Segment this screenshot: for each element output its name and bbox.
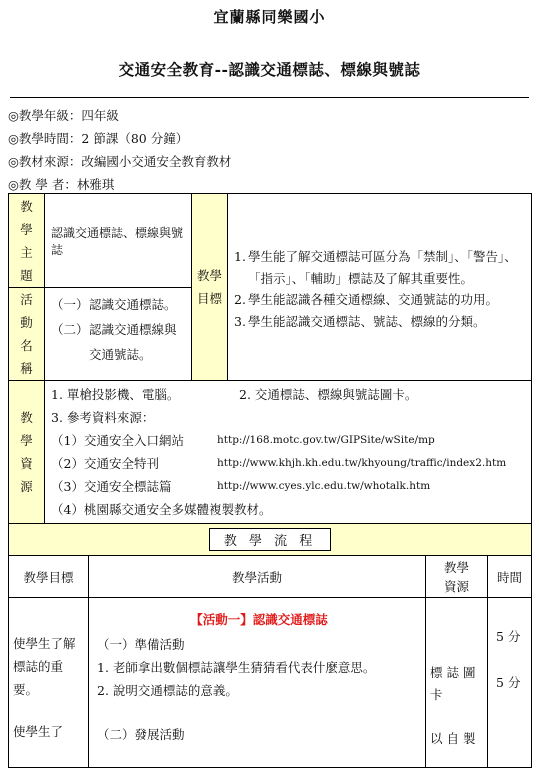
lesson-resources: 標 誌 圖 卡 以 自 製	[426, 598, 488, 768]
resource-equipment: 1. 單槍投影機、電腦。 2. 交通標誌、標線與號誌圖卡。	[51, 387, 418, 402]
lesson-times: 5 分 5 分	[488, 598, 532, 768]
lesson-plan-table	[8, 193, 532, 768]
objective-item: 3. 學生能認識交通標誌、號誌、標線的分類。	[234, 313, 486, 329]
prep-title: （一）準備活動	[97, 637, 185, 652]
lesson-activities	[89, 598, 426, 768]
activity-item: （二） 認識交通標線與交通號誌。	[51, 322, 177, 362]
resources-content	[45, 381, 532, 524]
dev-title: （二）發展活動	[97, 727, 185, 742]
document-title: 交通安全教育--認識交通標誌、標線與號誌	[118, 60, 421, 79]
teaching-flow-title: 教 學 流 程	[209, 528, 331, 551]
teaching-flow-header	[9, 524, 532, 556]
objective-item: 2. 學生能認識各種交通標線、交通號誌的功用。	[234, 292, 499, 307]
info-time: ◎教學時間：2 節課（80 分鐘）	[8, 131, 189, 146]
objectives-list	[228, 194, 532, 381]
title-divider	[10, 97, 529, 98]
resources-label: 教 學 資 源	[9, 381, 45, 524]
subject-label: 教 學 主 題	[9, 194, 45, 288]
activity-list	[45, 288, 192, 381]
objectives-label: 教學 目標	[192, 194, 228, 381]
col-time-header: 時間	[488, 556, 532, 598]
subject-value: 認識交通標誌、標線與號誌	[45, 194, 192, 288]
info-grade: ◎教學年級：四年級	[8, 108, 119, 123]
resource-reference: （2）交通安全特刊 http://www.khjh.kh.edu.tw/khyoung/traffic/index2.htm	[51, 452, 527, 475]
activity-one-title: 【活動一】認識交通標誌	[190, 612, 328, 627]
activity-name-label: 活 動 名 稱	[9, 288, 45, 381]
school-name: 宜蘭縣同樂國小	[213, 8, 326, 26]
resource-reference: （1）交通安全入口網站 http://168.motc.gov.tw/GIPSite/wSite/mp	[51, 429, 527, 452]
reference-link[interactable]: http://www.khjh.kh.edu.tw/khyoung/traffic/index2.htm	[217, 457, 507, 469]
prep-step: 1. 老師拿出數個標誌讓學生猜猜看代表什麼意思。	[97, 660, 376, 675]
col-goal-header: 教學目標	[9, 556, 89, 598]
objective-item: 1. 學生能了解交通標誌可區分為「禁制」、「警告」、「指示」、「輔助」標誌及了解其重要性。	[234, 249, 517, 286]
resource-reference-heading: 3. 參考資料來源：	[51, 410, 155, 425]
resource-reference: （3）交通安全標誌篇 http://www.cyes.ylc.edu.tw/whotalk.htm	[51, 475, 527, 498]
col-activity-header: 教學活動	[89, 556, 426, 598]
reference-link[interactable]: http://168.motc.gov.tw/GIPSite/wSite/mp	[217, 434, 435, 446]
info-source: ◎教材來源：改編國小交通安全教育教材	[8, 154, 232, 169]
reference-link[interactable]: http://www.cyes.ylc.edu.tw/whotalk.htm	[217, 480, 431, 492]
prep-step: 2. 說明交通標誌的意義。	[97, 683, 238, 698]
lesson-goals: 使學生了解標誌的重要。 使學生了	[9, 598, 89, 768]
info-author: ◎教 學 者：林雅琪	[8, 177, 115, 192]
activity-item: （一） 認識交通標誌。	[51, 297, 177, 312]
col-resource-header: 教學 資源	[426, 556, 488, 598]
resource-reference: （4）桃園縣交通安全多媒體複製教材。	[51, 502, 272, 517]
